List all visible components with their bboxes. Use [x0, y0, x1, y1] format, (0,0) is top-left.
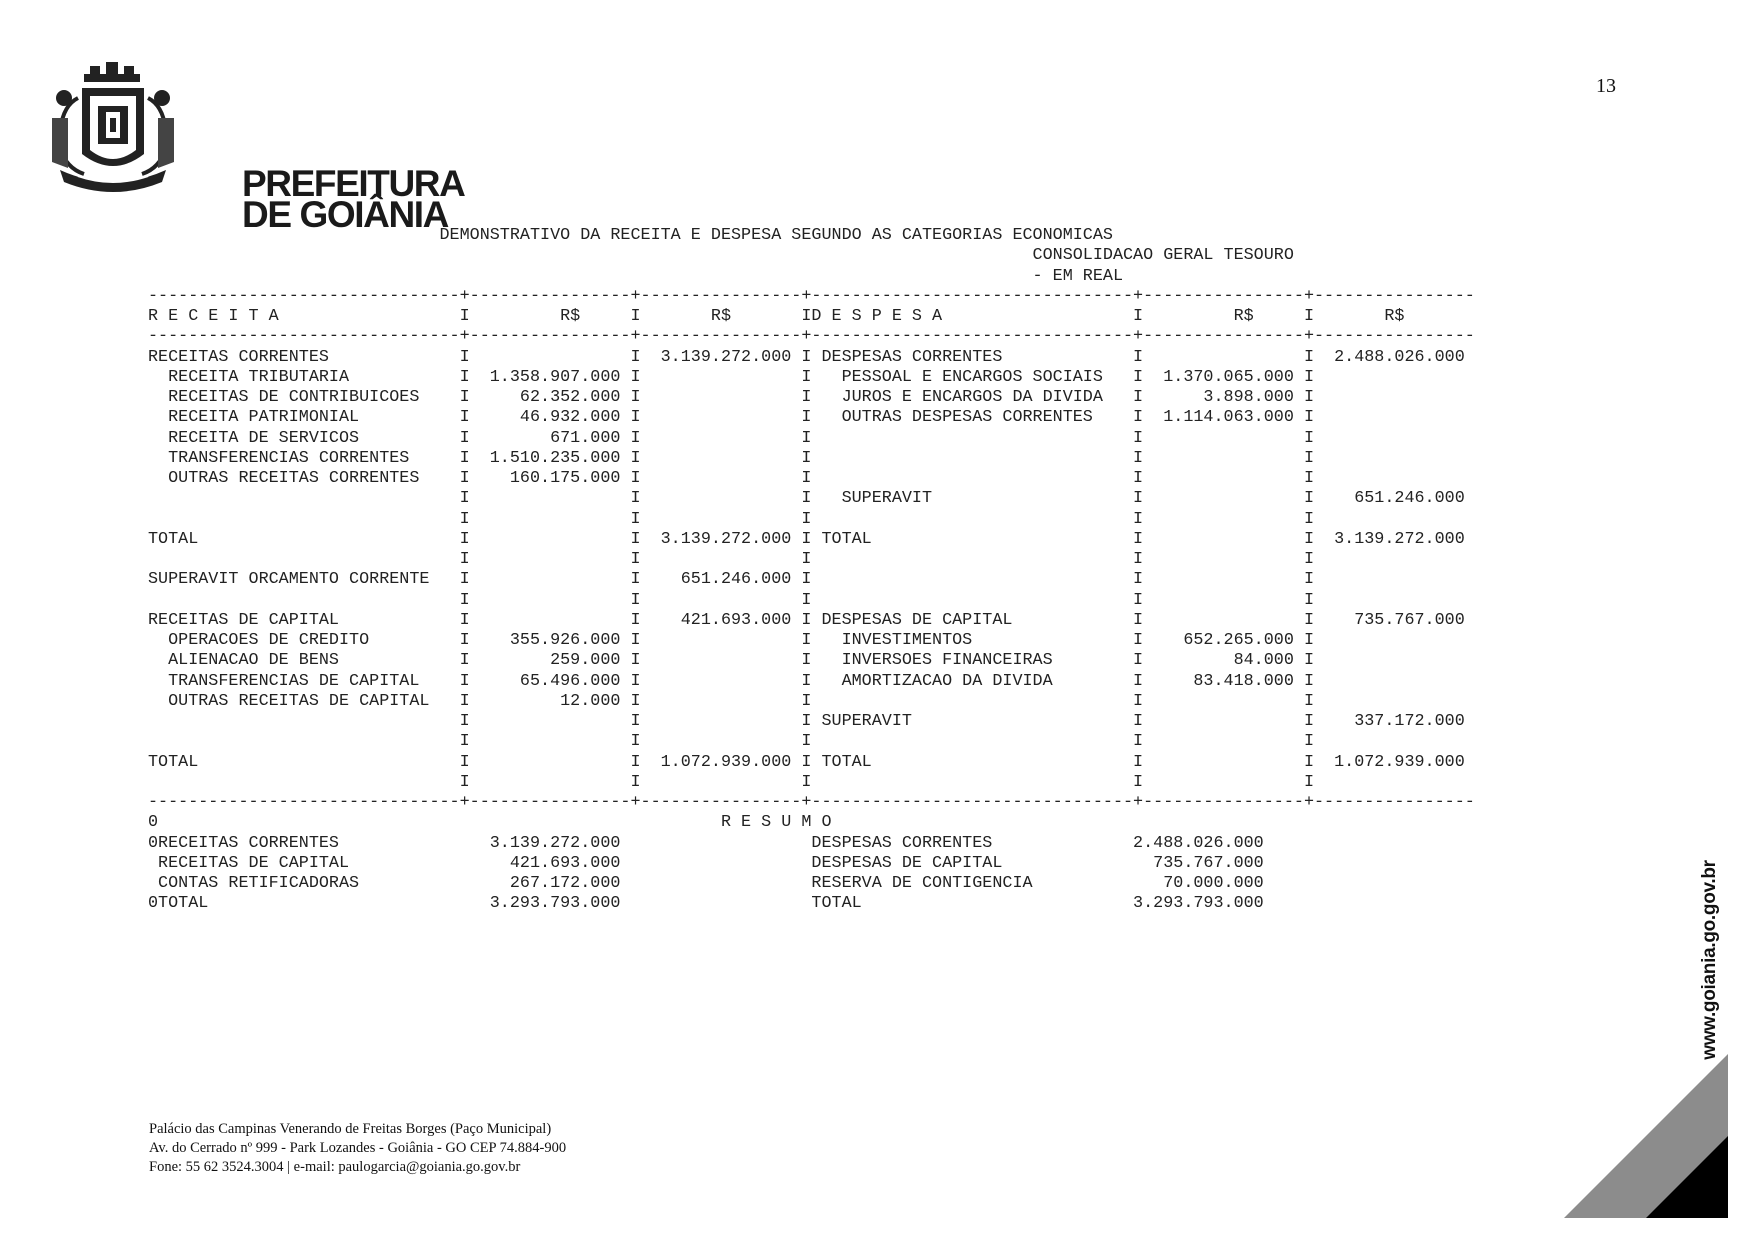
table-row: ALIENACAO DE BENS I 259.000 I I INVERSOES FINANCEIRAS I 84.000 I [148, 651, 1465, 671]
table-row: I I I I I [148, 509, 1465, 529]
table-row: TOTAL I I 1.072.939.000 I TOTAL I I 1.072.939.000 [148, 752, 1465, 772]
table-row: I I I I I [148, 732, 1465, 752]
report-title: DEMONSTRATIVO DA RECEITA E DESPESA SEGUNDO AS CATEGORIAS ECONOMICAS [148, 226, 1113, 245]
table-row: RECEITAS DE CONTRIBUICOES I 62.352.000 I I JUROS E ENCARGOS DA DIVIDA I 3.898.000 I [148, 388, 1465, 407]
table-row: RECEITA DE SERVICOS I 671.000 I I I I [148, 428, 1465, 448]
footer-address [149, 1120, 566, 1177]
resumo-row: RECEITAS DE CAPITAL 421.693.000 DESPESAS DE CAPITAL 735.767.000 [148, 853, 1264, 873]
logo-line-2: DE GOIÂNIA [242, 194, 448, 235]
logo-wordmark [242, 163, 465, 235]
table-row: RECEITA TRIBUTARIA I 1.358.907.000 I I PESSOAL E ENCARGOS SOCIAIS I 1.370.065.000 I [148, 367, 1465, 387]
table-row: RECEITAS CORRENTES I I 3.139.272.000 I DESPESAS CORRENTES I I 2.488.026.000 [148, 347, 1465, 367]
coat-of-arms-icon [38, 58, 188, 198]
report-subtitle: CONSOLIDACAO GERAL TESOURO [148, 246, 1294, 266]
resumo-row: CONTAS RETIFICADORAS 267.172.000 RESERVA DE CONTIGENCIA 70.000.000 [148, 874, 1264, 893]
logo-line-1: PREFEITURA [242, 163, 465, 204]
table-row: I I I SUPERAVIT I I 337.172.000 [148, 712, 1465, 731]
resumo-header: 0 R E S U M O [148, 813, 832, 833]
table-header: R E C E I T A I R$ I R$ ID E S P E S A I R$ I R$ [148, 307, 1405, 326]
table-row: SUPERAVIT ORCAMENTO CORRENTE I I 651.246.000 I I I [148, 570, 1465, 590]
table-separator: -------------------------------+----------------+----------------+--------------------------------+----------------+---------------- [148, 793, 1475, 812]
footer-line-3: Fone: 55 62 3524.3004 | e-mail: paulogarcia@goiania.go.gov.br [149, 1159, 521, 1175]
table-row: TOTAL I I 3.139.272.000 I TOTAL I I 3.139.272.000 [148, 529, 1465, 549]
table-row: TRANSFERENCIAS DE CAPITAL I 65.496.000 I I AMORTIZACAO DA DIVIDA I 83.418.000 I [148, 671, 1465, 691]
table-row: OPERACOES DE CREDITO I 355.926.000 I I INVESTIMENTOS I 652.265.000 I [148, 631, 1465, 650]
prefeitura-logo [38, 58, 465, 235]
table-row: RECEITA PATRIMONIAL I 46.932.000 I I OUTRAS DESPESAS CORRENTES I 1.114.063.000 I [148, 408, 1465, 428]
table-separator: -------------------------------+----------------+----------------+--------------------------------+----------------+---------------- [148, 327, 1475, 347]
table-row: TRANSFERENCIAS CORRENTES I 1.510.235.000 I I I I [148, 448, 1465, 468]
website-url: www.goiania.go.gov.br [1699, 860, 1720, 1060]
report-unit: - EM REAL [148, 266, 1124, 286]
footer-line-1: Palácio das Campinas Venerando de Freitas Borges (Paço Municipal) [149, 1121, 552, 1137]
table-separator: -------------------------------+----------------+----------------+--------------------------------+----------------+---------------- [148, 286, 1475, 306]
table-row: OUTRAS RECEITAS DE CAPITAL I 12.000 I I I I [148, 691, 1465, 711]
table-row: OUTRAS RECEITAS CORRENTES I 160.175.000 I I I I [148, 469, 1465, 488]
table-row: I I I I I [148, 590, 1465, 610]
table-row: I I I I I [148, 550, 1465, 569]
resumo-row: 0TOTAL 3.293.793.000 TOTAL 3.293.793.000 [148, 894, 1264, 914]
financial-report [148, 226, 1475, 915]
table-row: I I I SUPERAVIT I I 651.246.000 [148, 489, 1465, 509]
corner-triangle-decoration [1564, 1054, 1728, 1218]
table-row: I I I I I [148, 772, 1465, 792]
page-number: 13 [1596, 75, 1616, 97]
resumo-row: 0RECEITAS CORRENTES 3.139.272.000 DESPESAS CORRENTES 2.488.026.000 [148, 833, 1264, 853]
footer-line-2: Av. do Cerrado nº 999 - Park Lozandes - Goiânia - GO CEP 74.884-900 [149, 1140, 567, 1156]
table-row: RECEITAS DE CAPITAL I I 421.693.000 I DESPESAS DE CAPITAL I I 735.767.000 [148, 610, 1465, 630]
